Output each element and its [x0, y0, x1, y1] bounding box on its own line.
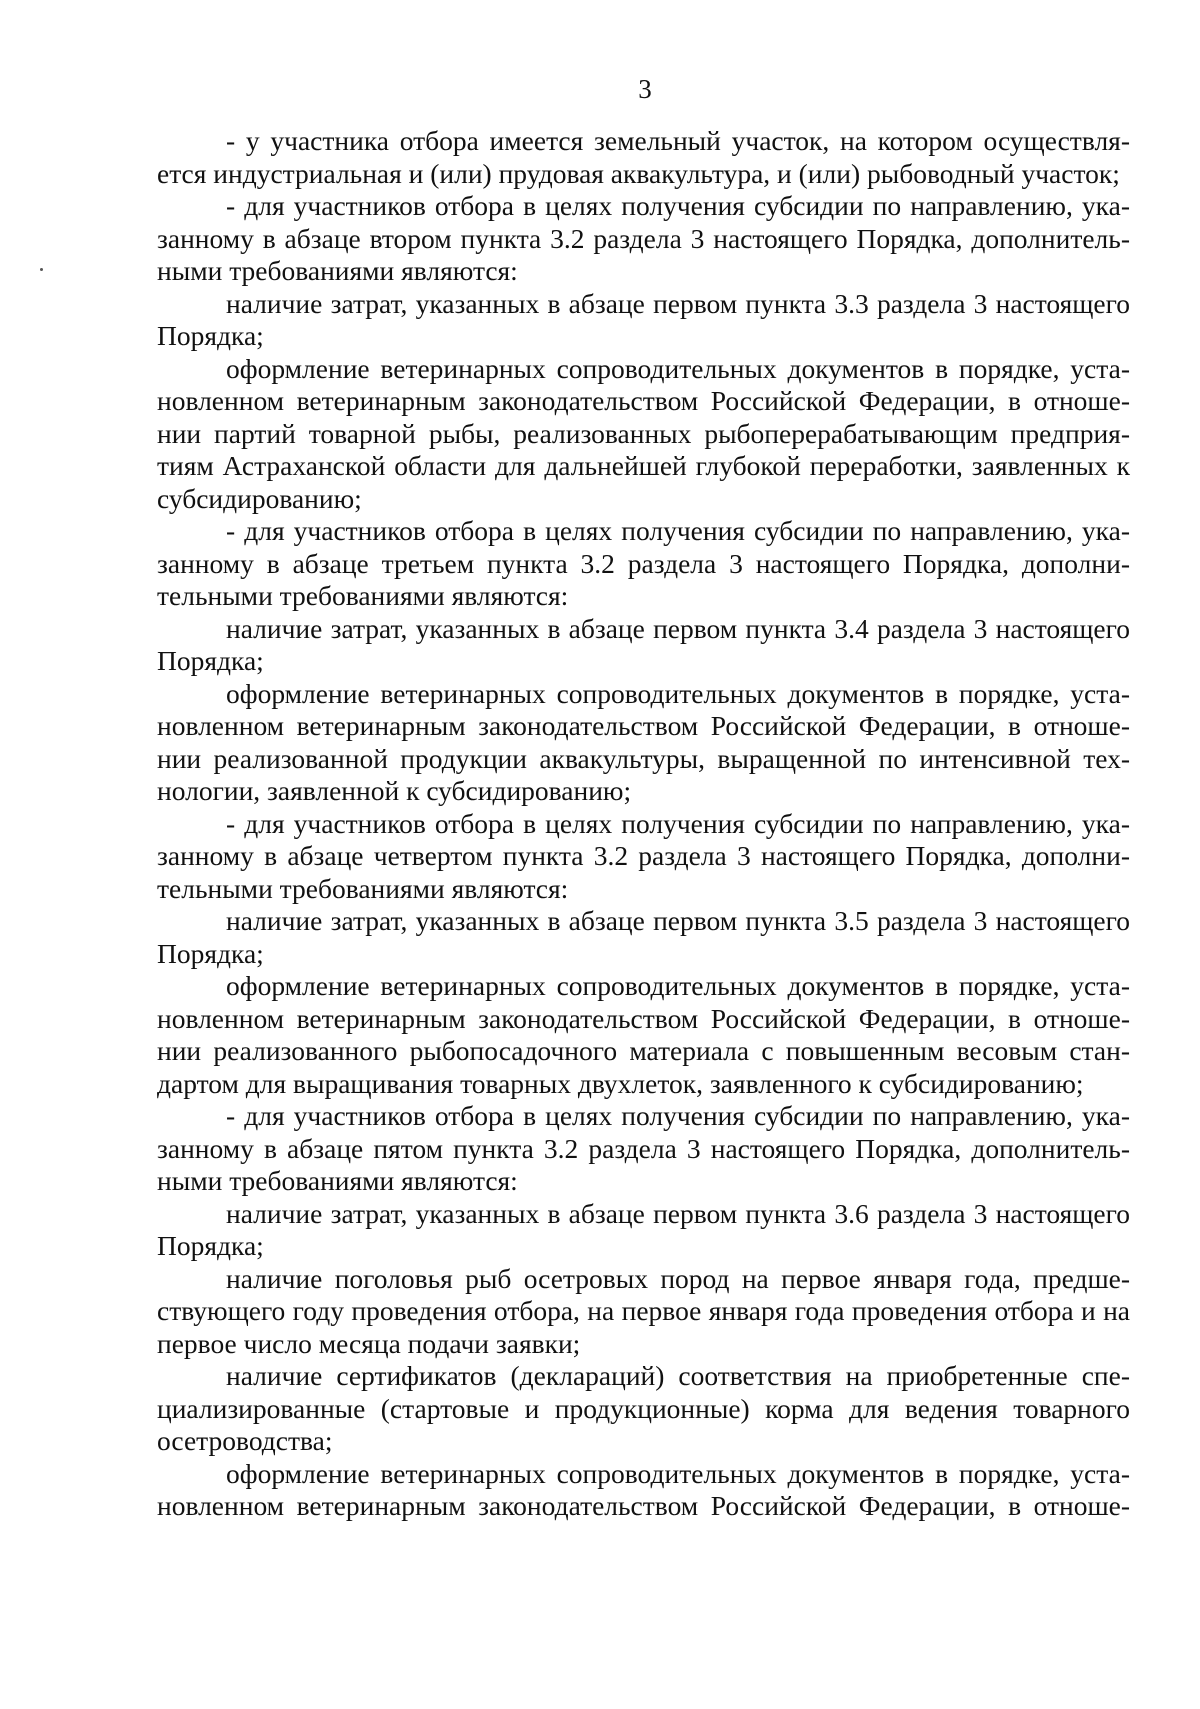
- paragraph-14: наличие сертификатов (деклараций) соответствия на приобретенные специализированные (стартовые и продукционные) корма для ведения товарного осетроводства;: [157, 1360, 1130, 1456]
- paragraph-9: наличие затрат, указанных в абзаце первом пункта 3.5 раздела 3 настоящего Порядка;: [157, 905, 1130, 969]
- paragraph-10: оформление ветеринарных сопроводительных документов в порядке, установленном ветеринарным законодательством Российской Федерации, в отношении реализованного рыбопосадочного материала с повышенным весовым стандартом для выращивания товарных двухлеток, заявленного к субсидированию;: [157, 970, 1130, 1099]
- paragraph-15: оформление ветеринарных сопроводительных документов в порядке, установленном ветеринарным законодательством Российской Федерации, в отноше-: [157, 1457, 1130, 1521]
- paragraph-6: наличие затрат, указанных в абзаце первом пункта 3.4 раздела 3 настоящего Порядка;: [157, 612, 1130, 676]
- paragraph-12: наличие затрат, указанных в абзаце первом пункта 3.6 раздела 3 настоящего Порядка;: [157, 1197, 1130, 1261]
- document-body: [157, 125, 1130, 1523]
- scan-artifact-dot: [40, 268, 43, 271]
- paragraph-4: оформление ветеринарных сопроводительных документов в порядке, установленном ветеринарным законодательством Российской Федерации, в отношении партий товарной рыбы, реализованных рыбоперерабатывающим предприятиям Астраханской области для дальнейшей глубокой переработки, заявленных к субсидированию;: [157, 352, 1130, 514]
- page-number: 3: [638, 74, 652, 104]
- paragraph-1: - у участника отбора имеется земельный участок, на котором осуществляется индустриальная и (или) прудовая аквакультура, и (или) рыбоводный участок;: [157, 125, 1130, 189]
- paragraph-2: - для участников отбора в целях получения субсидии по направлению, указанному в абзаце втором пункта 3.2 раздела 3 настоящего Порядка, дополнительными требованиями являются:: [157, 190, 1130, 286]
- paragraph-8: - для участников отбора в целях получения субсидии по направлению, указанному в абзаце четвертом пункта 3.2 раздела 3 настоящего Порядка, дополнительными требованиями являются:: [157, 807, 1130, 904]
- paragraph-7: оформление ветеринарных сопроводительных документов в порядке, установленном ветеринарным законодательством Российской Федерации, в отношении реализованной продукции аквакультуры, выращенной по интенсивной технологии, заявленной к субсидированию;: [157, 677, 1130, 806]
- paragraph-13: наличие поголовья рыб осетровых пород на первое января года, предшествующего году проведения отбора, на первое января года проведения отбора и на первое число месяца подачи заявки;: [157, 1262, 1130, 1359]
- paragraph-11: - для участников отбора в целях получения субсидии по направлению, указанному в абзаце пятом пункта 3.2 раздела 3 настоящего Порядка, дополнительными требованиями являются:: [157, 1100, 1130, 1196]
- paragraph-3: наличие затрат, указанных в абзаце первом пункта 3.3 раздела 3 настоящего Порядка;: [157, 287, 1130, 351]
- paragraph-5: - для участников отбора в целях получения субсидии по направлению, указанному в абзаце третьем пункта 3.2 раздела 3 настоящего Порядка, дополнительными требованиями являются:: [157, 515, 1130, 611]
